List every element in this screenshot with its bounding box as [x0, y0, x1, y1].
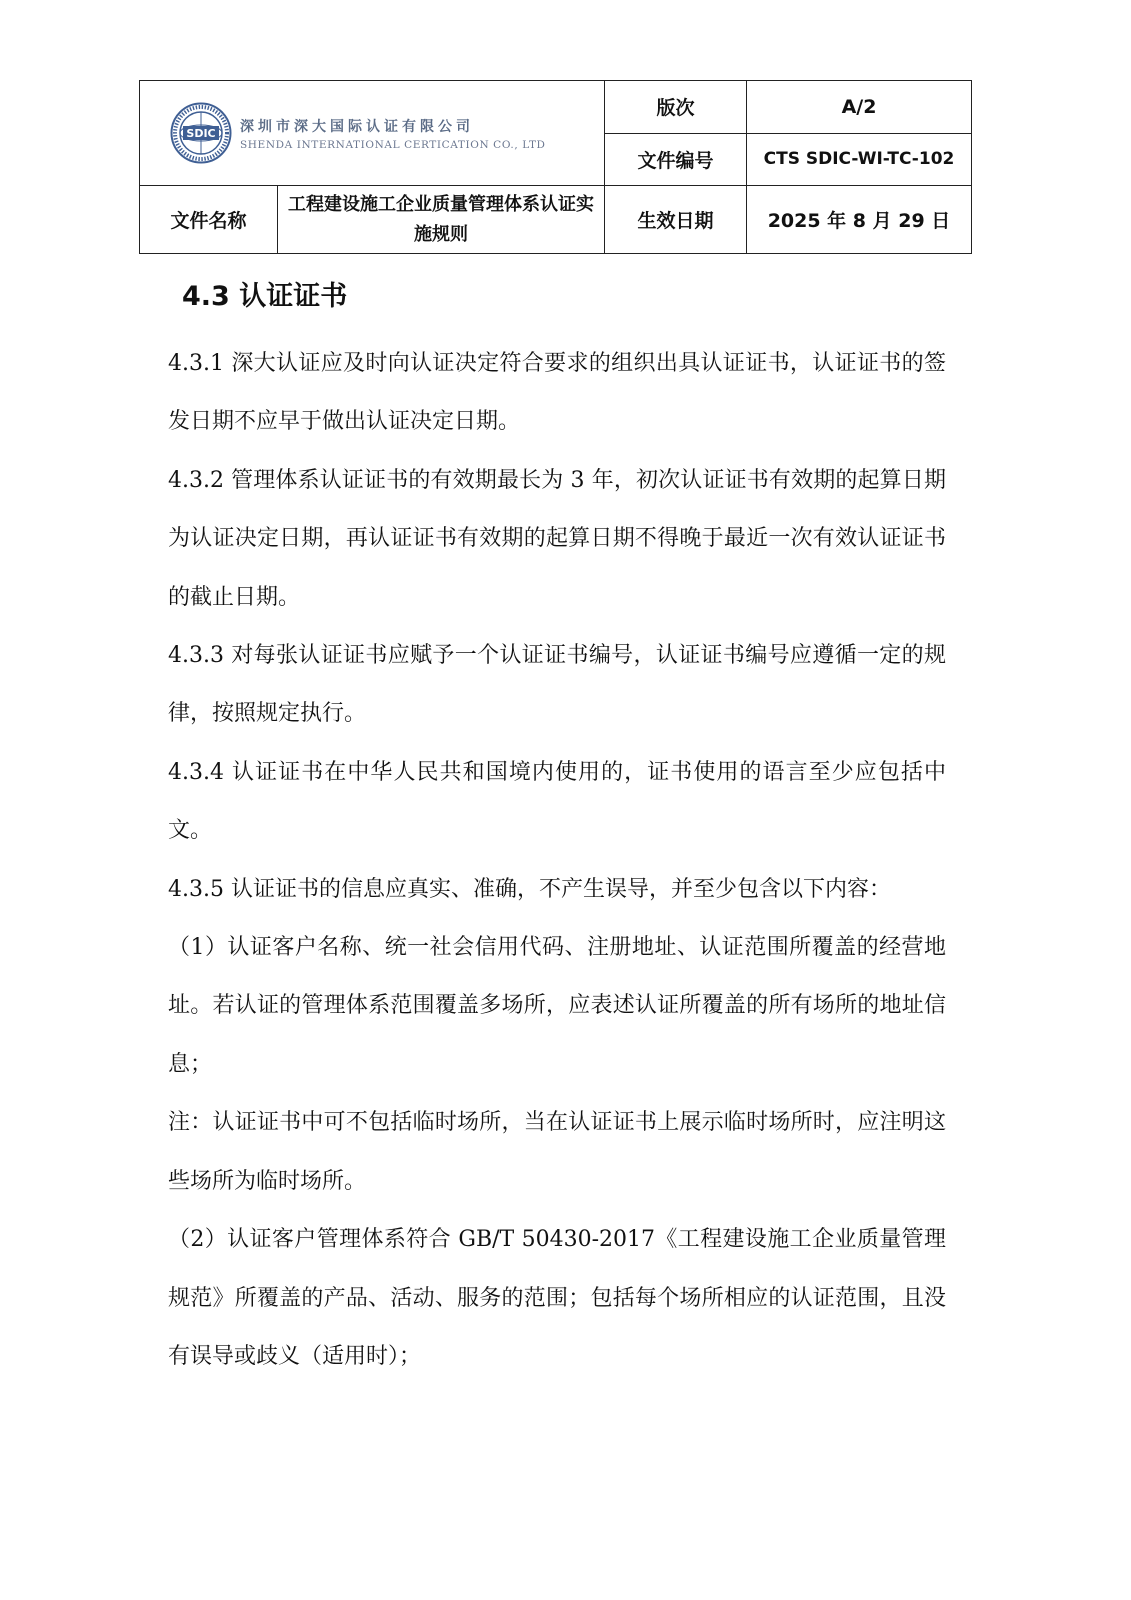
version-value: A/2	[747, 81, 972, 134]
document-header-table	[139, 80, 972, 254]
document-number-value: CTS SDIC-WI-TC-102	[747, 133, 972, 186]
list-item-2: （2）认证客户管理体系符合 GB/T 50430-2017《工程建设施工企业质量管理规范》所覆盖的产品、活动、服务的范围；包括每个场所相应的认证范围，且没有误导或歧义（适用时）；	[168, 1227, 946, 1369]
document-body	[168, 272, 946, 1386]
list-item-1: （1）认证客户名称、统一社会信用代码、注册地址、认证范围所覆盖的经营地址。若认证的管理体系范围覆盖多场所，应表述认证所覆盖的所有场所的地址信息；	[168, 935, 946, 1077]
paragraph-4-3-2: 4.3.2 管理体系认证证书的有效期最长为 3 年，初次认证证书有效期的起算日期为认证决定日期，再认证证书有效期的起算日期不得晚于最近一次有效认证证书的截止日期。	[168, 467, 946, 610]
company-seal-icon	[170, 102, 232, 164]
effective-date-value: 2025 年 8 月 29 日	[747, 186, 972, 254]
note-paragraph: 注：认证证书中可不包括临时场所，当在认证证书上展示临时场所时，应注明这些场所为临时场所。	[168, 1110, 946, 1194]
paragraph-4-3-3: 4.3.3 对每张认证证书应赋予一个认证证书编号，认证证书编号应遵循一定的规律，按照规定执行。	[168, 643, 946, 727]
company-name-cn: 深圳市深大国际认证有限公司	[240, 118, 474, 135]
company-logo-cell	[140, 81, 605, 186]
document-name-label: 文件名称	[140, 186, 278, 254]
section-heading: 4.3 认证证书	[182, 281, 348, 312]
effective-date-label: 生效日期	[605, 186, 747, 254]
version-label: 版次	[605, 81, 747, 134]
paragraph-4-3-5: 4.3.5 认证证书的信息应真实、准确，不产生误导，并至少包含以下内容：	[168, 876, 891, 902]
document-number-label: 文件编号	[605, 133, 747, 186]
logo-text: SDIC	[186, 127, 216, 140]
company-name-en: SHENDA INTERNATIONAL CERTICATION CO., LTD	[240, 138, 546, 151]
document-name-value: 工程建设施工企业质量管理体系认证实施规则	[278, 186, 605, 254]
paragraph-4-3-4: 4.3.4 认证证书在中华人民共和国境内使用的，证书使用的语言至少应包括中文。	[168, 759, 946, 844]
paragraph-4-3-1: 4.3.1 深大认证应及时向认证决定符合要求的组织出具认证证书，认证证书的签发日期不应早于做出认证决定日期。	[168, 351, 946, 435]
company-logo	[140, 81, 604, 185]
